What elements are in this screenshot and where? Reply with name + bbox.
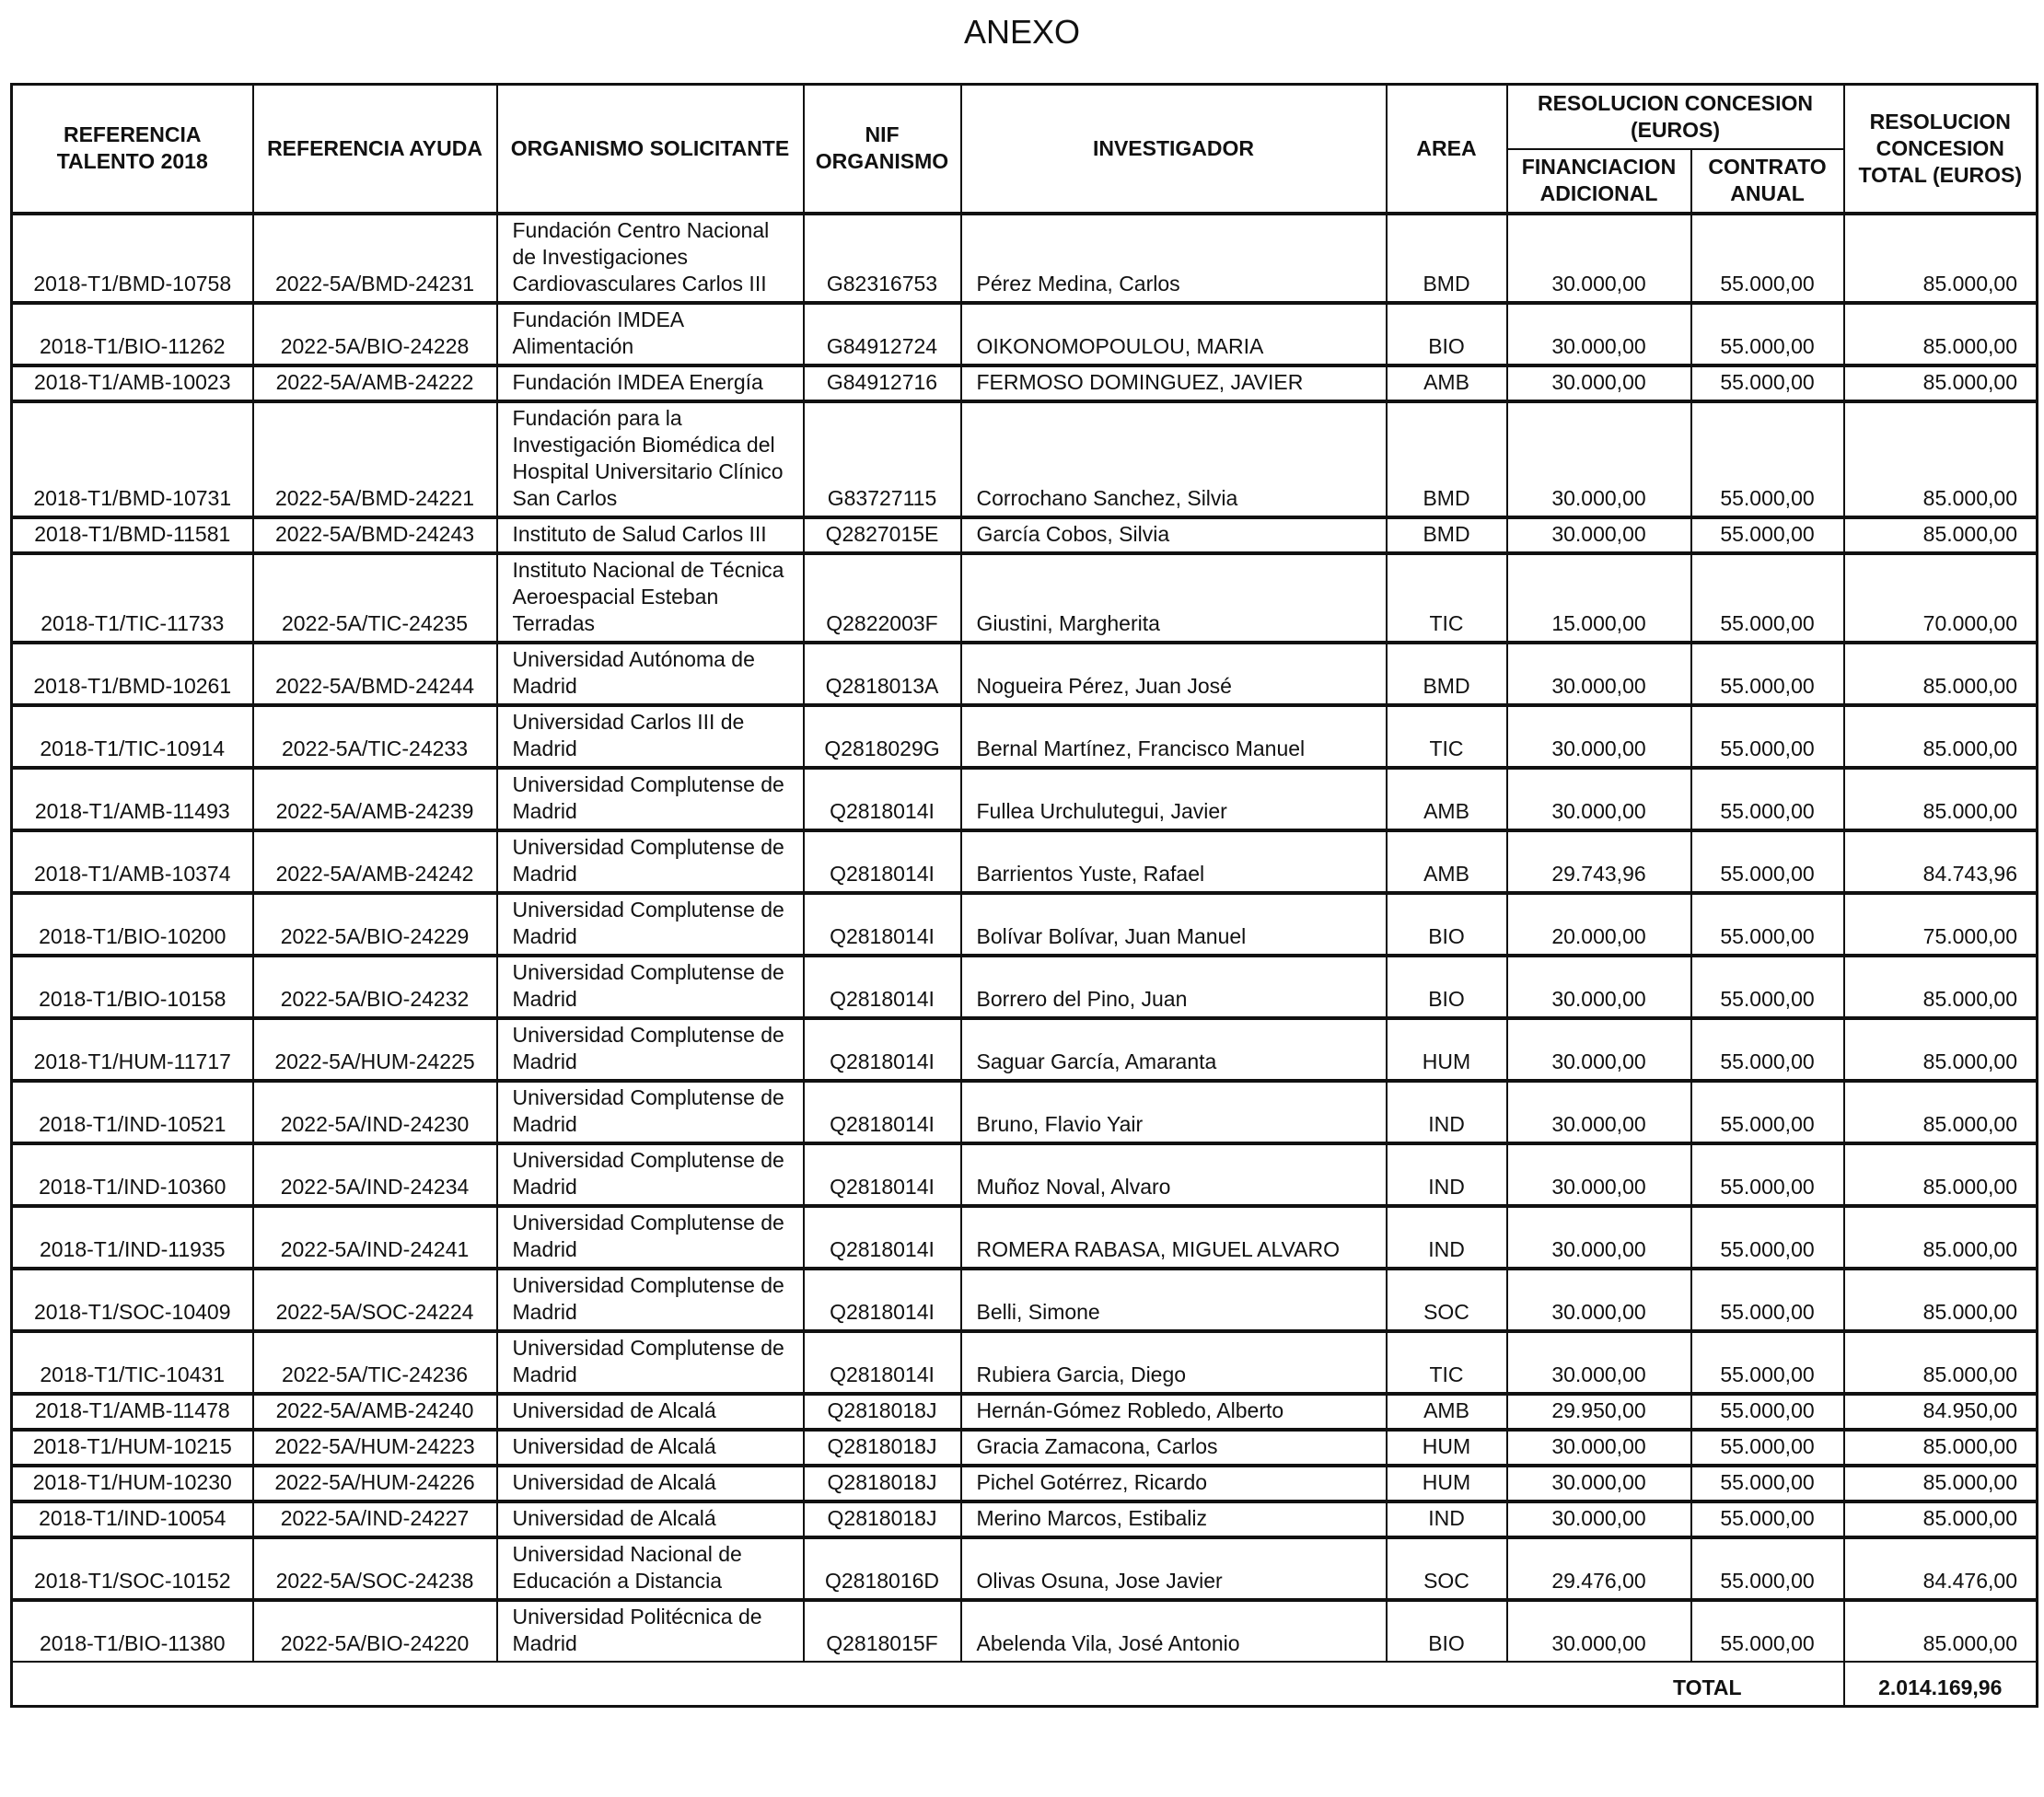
cell-nif: G82316753 bbox=[804, 214, 961, 303]
cell-nif: Q2818014I bbox=[804, 1269, 961, 1331]
cell-investigador: Bruno, Flavio Yair bbox=[961, 1081, 1387, 1143]
cell-ref-talento: 2018-T1/BMD-10731 bbox=[12, 401, 253, 517]
header-investigador: INVESTIGADOR bbox=[961, 85, 1387, 214]
cell-nif: Q2818014I bbox=[804, 1143, 961, 1206]
table-row bbox=[12, 365, 2038, 401]
total-row bbox=[12, 1662, 2038, 1707]
cell-area: SOC bbox=[1387, 1269, 1507, 1331]
cell-total: 85.000,00 bbox=[1844, 1466, 2038, 1501]
cell-ref-talento: 2018-T1/HUM-10215 bbox=[12, 1430, 253, 1466]
table-row bbox=[12, 1600, 2038, 1662]
cell-nif: G84912724 bbox=[804, 303, 961, 365]
cell-investigador: OIKONOMOPOULOU, MARIA bbox=[961, 303, 1387, 365]
table-row bbox=[12, 1394, 2038, 1430]
cell-financiacion: 30.000,00 bbox=[1507, 643, 1691, 705]
cell-investigador: Nogueira Pérez, Juan José bbox=[961, 643, 1387, 705]
cell-total: 85.000,00 bbox=[1844, 1018, 2038, 1081]
cell-total: 85.000,00 bbox=[1844, 1501, 2038, 1537]
cell-financiacion: 30.000,00 bbox=[1507, 1430, 1691, 1466]
cell-nif: Q2818018J bbox=[804, 1394, 961, 1430]
table-row bbox=[12, 1501, 2038, 1537]
cell-ref-ayuda: 2022-5A/HUM-24226 bbox=[253, 1466, 497, 1501]
cell-ref-talento: 2018-T1/TIC-10914 bbox=[12, 705, 253, 768]
cell-area: BMD bbox=[1387, 643, 1507, 705]
cell-contrato: 55.000,00 bbox=[1691, 214, 1844, 303]
cell-area: HUM bbox=[1387, 1430, 1507, 1466]
cell-financiacion: 30.000,00 bbox=[1507, 1501, 1691, 1537]
cell-total: 85.000,00 bbox=[1844, 768, 2038, 830]
cell-organismo: Universidad Carlos III de Madrid bbox=[497, 705, 804, 768]
cell-area: AMB bbox=[1387, 830, 1507, 893]
cell-area: AMB bbox=[1387, 768, 1507, 830]
table-row bbox=[12, 401, 2038, 517]
cell-organismo: Instituto Nacional de Técnica Aeroespacial Esteban Terradas bbox=[497, 553, 804, 643]
cell-contrato: 55.000,00 bbox=[1691, 1600, 1844, 1662]
cell-nif: Q2818014I bbox=[804, 956, 961, 1018]
cell-investigador: ROMERA RABASA, MIGUEL ALVARO bbox=[961, 1206, 1387, 1269]
cell-ref-ayuda: 2022-5A/AMB-24239 bbox=[253, 768, 497, 830]
cell-contrato: 55.000,00 bbox=[1691, 401, 1844, 517]
cell-contrato: 55.000,00 bbox=[1691, 1331, 1844, 1394]
cell-investigador: FERMOSO DOMINGUEZ, JAVIER bbox=[961, 365, 1387, 401]
table-row bbox=[12, 517, 2038, 553]
cell-financiacion: 30.000,00 bbox=[1507, 1466, 1691, 1501]
cell-contrato: 55.000,00 bbox=[1691, 768, 1844, 830]
cell-financiacion: 30.000,00 bbox=[1507, 768, 1691, 830]
cell-financiacion: 30.000,00 bbox=[1507, 1269, 1691, 1331]
cell-financiacion: 29.476,00 bbox=[1507, 1537, 1691, 1600]
cell-contrato: 55.000,00 bbox=[1691, 1466, 1844, 1501]
cell-organismo: Universidad Complutense de Madrid bbox=[497, 1206, 804, 1269]
cell-area: IND bbox=[1387, 1143, 1507, 1206]
cell-ref-ayuda: 2022-5A/BMD-24243 bbox=[253, 517, 497, 553]
header-organismo: ORGANISMO SOLICITANTE bbox=[497, 85, 804, 214]
cell-total: 85.000,00 bbox=[1844, 214, 2038, 303]
cell-organismo: Universidad Nacional de Educación a Distancia bbox=[497, 1537, 804, 1600]
cell-contrato: 55.000,00 bbox=[1691, 1430, 1844, 1466]
cell-organismo: Universidad Complutense de Madrid bbox=[497, 830, 804, 893]
cell-contrato: 55.000,00 bbox=[1691, 303, 1844, 365]
cell-contrato: 55.000,00 bbox=[1691, 365, 1844, 401]
cell-ref-ayuda: 2022-5A/IND-24227 bbox=[253, 1501, 497, 1537]
cell-ref-ayuda: 2022-5A/AMB-24222 bbox=[253, 365, 497, 401]
cell-total: 84.476,00 bbox=[1844, 1537, 2038, 1600]
table-row bbox=[12, 1537, 2038, 1600]
table-row bbox=[12, 956, 2038, 1018]
cell-financiacion: 30.000,00 bbox=[1507, 1331, 1691, 1394]
cell-nif: Q2818018J bbox=[804, 1430, 961, 1466]
cell-contrato: 55.000,00 bbox=[1691, 1206, 1844, 1269]
cell-total: 85.000,00 bbox=[1844, 365, 2038, 401]
cell-investigador: Fullea Urchulutegui, Javier bbox=[961, 768, 1387, 830]
cell-financiacion: 30.000,00 bbox=[1507, 401, 1691, 517]
cell-area: IND bbox=[1387, 1501, 1507, 1537]
table-row bbox=[12, 768, 2038, 830]
cell-investigador: Giustini, Margherita bbox=[961, 553, 1387, 643]
cell-nif: Q2818014I bbox=[804, 830, 961, 893]
header-area: AREA bbox=[1387, 85, 1507, 214]
cell-area: HUM bbox=[1387, 1466, 1507, 1501]
cell-organismo: Universidad Complutense de Madrid bbox=[497, 1081, 804, 1143]
cell-ref-talento: 2018-T1/BMD-11581 bbox=[12, 517, 253, 553]
cell-ref-ayuda: 2022-5A/TIC-24235 bbox=[253, 553, 497, 643]
cell-ref-ayuda: 2022-5A/BIO-24232 bbox=[253, 956, 497, 1018]
cell-financiacion: 30.000,00 bbox=[1507, 517, 1691, 553]
cell-nif: Q2818014I bbox=[804, 768, 961, 830]
cell-ref-talento: 2018-T1/BIO-10158 bbox=[12, 956, 253, 1018]
cell-total: 84.950,00 bbox=[1844, 1394, 2038, 1430]
cell-organismo: Fundación IMDEA Alimentación bbox=[497, 303, 804, 365]
cell-investigador: Pérez Medina, Carlos bbox=[961, 214, 1387, 303]
cell-total: 85.000,00 bbox=[1844, 643, 2038, 705]
cell-nif: Q2818014I bbox=[804, 893, 961, 956]
cell-area: TIC bbox=[1387, 1331, 1507, 1394]
cell-ref-ayuda: 2022-5A/BIO-24228 bbox=[253, 303, 497, 365]
cell-organismo: Universidad Complutense de Madrid bbox=[497, 1269, 804, 1331]
cell-total: 85.000,00 bbox=[1844, 1269, 2038, 1331]
cell-financiacion: 20.000,00 bbox=[1507, 893, 1691, 956]
cell-area: AMB bbox=[1387, 1394, 1507, 1430]
cell-ref-ayuda: 2022-5A/BIO-24229 bbox=[253, 893, 497, 956]
cell-nif: Q2818014I bbox=[804, 1081, 961, 1143]
cell-ref-talento: 2018-T1/IND-10054 bbox=[12, 1501, 253, 1537]
cell-organismo: Universidad Complutense de Madrid bbox=[497, 1331, 804, 1394]
table-row bbox=[12, 214, 2038, 303]
cell-total: 85.000,00 bbox=[1844, 1143, 2038, 1206]
cell-organismo: Universidad Autónoma de Madrid bbox=[497, 643, 804, 705]
cell-ref-talento: 2018-T1/BMD-10758 bbox=[12, 214, 253, 303]
cell-ref-ayuda: 2022-5A/IND-24241 bbox=[253, 1206, 497, 1269]
cell-area: AMB bbox=[1387, 365, 1507, 401]
table-row bbox=[12, 643, 2038, 705]
cell-ref-talento: 2018-T1/TIC-10431 bbox=[12, 1331, 253, 1394]
cell-organismo: Universidad Complutense de Madrid bbox=[497, 1143, 804, 1206]
cell-contrato: 55.000,00 bbox=[1691, 1018, 1844, 1081]
cell-area: BIO bbox=[1387, 1600, 1507, 1662]
cell-ref-ayuda: 2022-5A/IND-24234 bbox=[253, 1143, 497, 1206]
cell-nif: Q2818018J bbox=[804, 1466, 961, 1501]
cell-investigador: Gracia Zamacona, Carlos bbox=[961, 1430, 1387, 1466]
cell-ref-ayuda: 2022-5A/AMB-24240 bbox=[253, 1394, 497, 1430]
cell-financiacion: 29.743,96 bbox=[1507, 830, 1691, 893]
cell-total: 85.000,00 bbox=[1844, 401, 2038, 517]
table-row bbox=[12, 830, 2038, 893]
cell-nif: Q2818015F bbox=[804, 1600, 961, 1662]
cell-area: BMD bbox=[1387, 401, 1507, 517]
cell-nif: Q2818014I bbox=[804, 1018, 961, 1081]
cell-ref-talento: 2018-T1/TIC-11733 bbox=[12, 553, 253, 643]
cell-ref-ayuda: 2022-5A/BMD-24231 bbox=[253, 214, 497, 303]
cell-area: BIO bbox=[1387, 956, 1507, 1018]
cell-organismo: Universidad Politécnica de Madrid bbox=[497, 1600, 804, 1662]
cell-ref-talento: 2018-T1/BMD-10261 bbox=[12, 643, 253, 705]
cell-area: SOC bbox=[1387, 1537, 1507, 1600]
cell-total: 85.000,00 bbox=[1844, 956, 2038, 1018]
cell-organismo: Fundación para la Investigación Biomédica del Hospital Universitario Clínico San Carlos bbox=[497, 401, 804, 517]
cell-investigador: Merino Marcos, Estibaliz bbox=[961, 1501, 1387, 1537]
header-contrato: CONTRATO ANUAL bbox=[1691, 149, 1844, 214]
cell-investigador: Saguar García, Amaranta bbox=[961, 1018, 1387, 1081]
cell-area: IND bbox=[1387, 1206, 1507, 1269]
cell-contrato: 55.000,00 bbox=[1691, 1394, 1844, 1430]
cell-total: 85.000,00 bbox=[1844, 1430, 2038, 1466]
cell-contrato: 55.000,00 bbox=[1691, 1501, 1844, 1537]
cell-organismo: Universidad de Alcalá bbox=[497, 1430, 804, 1466]
cell-total: 75.000,00 bbox=[1844, 893, 2038, 956]
cell-ref-talento: 2018-T1/BIO-11380 bbox=[12, 1600, 253, 1662]
cell-area: HUM bbox=[1387, 1018, 1507, 1081]
cell-organismo: Fundación Centro Nacional de Investigaciones Cardiovasculares Carlos III bbox=[497, 214, 804, 303]
cell-ref-ayuda: 2022-5A/BIO-24220 bbox=[253, 1600, 497, 1662]
table-row bbox=[12, 1466, 2038, 1501]
cell-total: 85.000,00 bbox=[1844, 1081, 2038, 1143]
header-total: RESOLUCION CONCESION TOTAL (EUROS) bbox=[1844, 85, 2038, 214]
cell-ref-talento: 2018-T1/SOC-10152 bbox=[12, 1537, 253, 1600]
cell-area: BMD bbox=[1387, 214, 1507, 303]
cell-ref-ayuda: 2022-5A/SOC-24238 bbox=[253, 1537, 497, 1600]
cell-financiacion: 30.000,00 bbox=[1507, 1600, 1691, 1662]
cell-financiacion: 30.000,00 bbox=[1507, 1018, 1691, 1081]
cell-total: 85.000,00 bbox=[1844, 303, 2038, 365]
cell-organismo: Universidad de Alcalá bbox=[497, 1501, 804, 1537]
cell-nif: Q2818014I bbox=[804, 1206, 961, 1269]
table-row bbox=[12, 1430, 2038, 1466]
table-row bbox=[12, 303, 2038, 365]
cell-organismo: Universidad Complutense de Madrid bbox=[497, 893, 804, 956]
cell-contrato: 55.000,00 bbox=[1691, 1537, 1844, 1600]
cell-investigador: Pichel Gotérrez, Ricardo bbox=[961, 1466, 1387, 1501]
total-label: TOTAL bbox=[12, 1662, 1844, 1707]
cell-ref-talento: 2018-T1/IND-10521 bbox=[12, 1081, 253, 1143]
cell-ref-talento: 2018-T1/BIO-11262 bbox=[12, 303, 253, 365]
table-row bbox=[12, 1081, 2038, 1143]
cell-contrato: 55.000,00 bbox=[1691, 1143, 1844, 1206]
cell-ref-ayuda: 2022-5A/SOC-24224 bbox=[253, 1269, 497, 1331]
cell-nif: Q2827015E bbox=[804, 517, 961, 553]
cell-investigador: García Cobos, Silvia bbox=[961, 517, 1387, 553]
cell-ref-ayuda: 2022-5A/IND-24230 bbox=[253, 1081, 497, 1143]
cell-financiacion: 30.000,00 bbox=[1507, 303, 1691, 365]
cell-ref-talento: 2018-T1/AMB-11493 bbox=[12, 768, 253, 830]
cell-ref-ayuda: 2022-5A/TIC-24233 bbox=[253, 705, 497, 768]
cell-investigador: Bolívar Bolívar, Juan Manuel bbox=[961, 893, 1387, 956]
table-row bbox=[12, 1269, 2038, 1331]
cell-investigador: Rubiera Garcia, Diego bbox=[961, 1331, 1387, 1394]
cell-total: 84.743,96 bbox=[1844, 830, 2038, 893]
cell-ref-ayuda: 2022-5A/BMD-24244 bbox=[253, 643, 497, 705]
cell-financiacion: 30.000,00 bbox=[1507, 214, 1691, 303]
cell-contrato: 55.000,00 bbox=[1691, 1269, 1844, 1331]
annex-table bbox=[10, 83, 2038, 1708]
cell-area: IND bbox=[1387, 1081, 1507, 1143]
cell-total: 85.000,00 bbox=[1844, 1600, 2038, 1662]
cell-ref-talento: 2018-T1/HUM-10230 bbox=[12, 1466, 253, 1501]
cell-investigador: Abelenda Vila, José Antonio bbox=[961, 1600, 1387, 1662]
cell-financiacion: 30.000,00 bbox=[1507, 705, 1691, 768]
cell-financiacion: 29.950,00 bbox=[1507, 1394, 1691, 1430]
cell-financiacion: 30.000,00 bbox=[1507, 956, 1691, 1018]
cell-contrato: 55.000,00 bbox=[1691, 956, 1844, 1018]
table-row bbox=[12, 1331, 2038, 1394]
cell-investigador: Barrientos Yuste, Rafael bbox=[961, 830, 1387, 893]
total-value: 2.014.169,96 bbox=[1844, 1662, 2038, 1707]
cell-area: TIC bbox=[1387, 553, 1507, 643]
cell-investigador: Belli, Simone bbox=[961, 1269, 1387, 1331]
cell-ref-talento: 2018-T1/AMB-11478 bbox=[12, 1394, 253, 1430]
cell-investigador: Olivas Osuna, Jose Javier bbox=[961, 1537, 1387, 1600]
table-row bbox=[12, 1143, 2038, 1206]
cell-nif: Q2822003F bbox=[804, 553, 961, 643]
cell-ref-talento: 2018-T1/AMB-10374 bbox=[12, 830, 253, 893]
cell-organismo: Instituto de Salud Carlos III bbox=[497, 517, 804, 553]
header-resolucion-group: RESOLUCION CONCESION (EUROS) bbox=[1507, 85, 1844, 149]
cell-nif: Q2818014I bbox=[804, 1331, 961, 1394]
cell-organismo: Fundación IMDEA Energía bbox=[497, 365, 804, 401]
cell-nif: Q2818016D bbox=[804, 1537, 961, 1600]
cell-contrato: 55.000,00 bbox=[1691, 643, 1844, 705]
cell-nif: G84912716 bbox=[804, 365, 961, 401]
cell-total: 85.000,00 bbox=[1844, 517, 2038, 553]
cell-total: 70.000,00 bbox=[1844, 553, 2038, 643]
cell-ref-talento: 2018-T1/AMB-10023 bbox=[12, 365, 253, 401]
cell-organismo: Universidad de Alcalá bbox=[497, 1466, 804, 1501]
cell-ref-ayuda: 2022-5A/HUM-24225 bbox=[253, 1018, 497, 1081]
cell-contrato: 55.000,00 bbox=[1691, 1081, 1844, 1143]
cell-organismo: Universidad de Alcalá bbox=[497, 1394, 804, 1430]
cell-organismo: Universidad Complutense de Madrid bbox=[497, 768, 804, 830]
cell-area: BMD bbox=[1387, 517, 1507, 553]
cell-ref-talento: 2018-T1/IND-11935 bbox=[12, 1206, 253, 1269]
cell-investigador: Bernal Martínez, Francisco Manuel bbox=[961, 705, 1387, 768]
cell-ref-ayuda: 2022-5A/TIC-24236 bbox=[253, 1331, 497, 1394]
cell-nif: Q2818013A bbox=[804, 643, 961, 705]
cell-ref-ayuda: 2022-5A/AMB-24242 bbox=[253, 830, 497, 893]
cell-financiacion: 30.000,00 bbox=[1507, 365, 1691, 401]
page-title: ANEXO bbox=[963, 13, 1081, 51]
cell-ref-ayuda: 2022-5A/HUM-24223 bbox=[253, 1430, 497, 1466]
cell-area: BIO bbox=[1387, 893, 1507, 956]
cell-investigador: Hernán-Gómez Robledo, Alberto bbox=[961, 1394, 1387, 1430]
header-nif: NIF ORGANISMO bbox=[804, 85, 961, 214]
cell-financiacion: 30.000,00 bbox=[1507, 1081, 1691, 1143]
cell-financiacion: 15.000,00 bbox=[1507, 553, 1691, 643]
cell-contrato: 55.000,00 bbox=[1691, 830, 1844, 893]
cell-nif: G83727115 bbox=[804, 401, 961, 517]
cell-nif: Q2818029G bbox=[804, 705, 961, 768]
cell-investigador: Muñoz Noval, Alvaro bbox=[961, 1143, 1387, 1206]
table-row bbox=[12, 553, 2038, 643]
cell-ref-ayuda: 2022-5A/BMD-24221 bbox=[253, 401, 497, 517]
cell-area: TIC bbox=[1387, 705, 1507, 768]
cell-contrato: 55.000,00 bbox=[1691, 893, 1844, 956]
cell-total: 85.000,00 bbox=[1844, 705, 2038, 768]
cell-ref-talento: 2018-T1/SOC-10409 bbox=[12, 1269, 253, 1331]
header-ref-talento: REFERENCIA TALENTO 2018 bbox=[12, 85, 253, 214]
cell-investigador: Borrero del Pino, Juan bbox=[961, 956, 1387, 1018]
table-row bbox=[12, 705, 2038, 768]
cell-nif: Q2818018J bbox=[804, 1501, 961, 1537]
cell-total: 85.000,00 bbox=[1844, 1331, 2038, 1394]
table-row bbox=[12, 893, 2038, 956]
cell-contrato: 55.000,00 bbox=[1691, 705, 1844, 768]
cell-contrato: 55.000,00 bbox=[1691, 553, 1844, 643]
cell-financiacion: 30.000,00 bbox=[1507, 1143, 1691, 1206]
table-row bbox=[12, 1206, 2038, 1269]
cell-financiacion: 30.000,00 bbox=[1507, 1206, 1691, 1269]
cell-total: 85.000,00 bbox=[1844, 1206, 2038, 1269]
cell-area: BIO bbox=[1387, 303, 1507, 365]
cell-ref-talento: 2018-T1/BIO-10200 bbox=[12, 893, 253, 956]
cell-ref-talento: 2018-T1/HUM-11717 bbox=[12, 1018, 253, 1081]
cell-investigador: Corrochano Sanchez, Silvia bbox=[961, 401, 1387, 517]
header-ref-ayuda: REFERENCIA AYUDA bbox=[253, 85, 497, 214]
header-financiacion: FINANCIACION ADICIONAL bbox=[1507, 149, 1691, 214]
table-row bbox=[12, 1018, 2038, 1081]
cell-contrato: 55.000,00 bbox=[1691, 517, 1844, 553]
cell-organismo: Universidad Complutense de Madrid bbox=[497, 1018, 804, 1081]
cell-ref-talento: 2018-T1/IND-10360 bbox=[12, 1143, 253, 1206]
cell-organismo: Universidad Complutense de Madrid bbox=[497, 956, 804, 1018]
